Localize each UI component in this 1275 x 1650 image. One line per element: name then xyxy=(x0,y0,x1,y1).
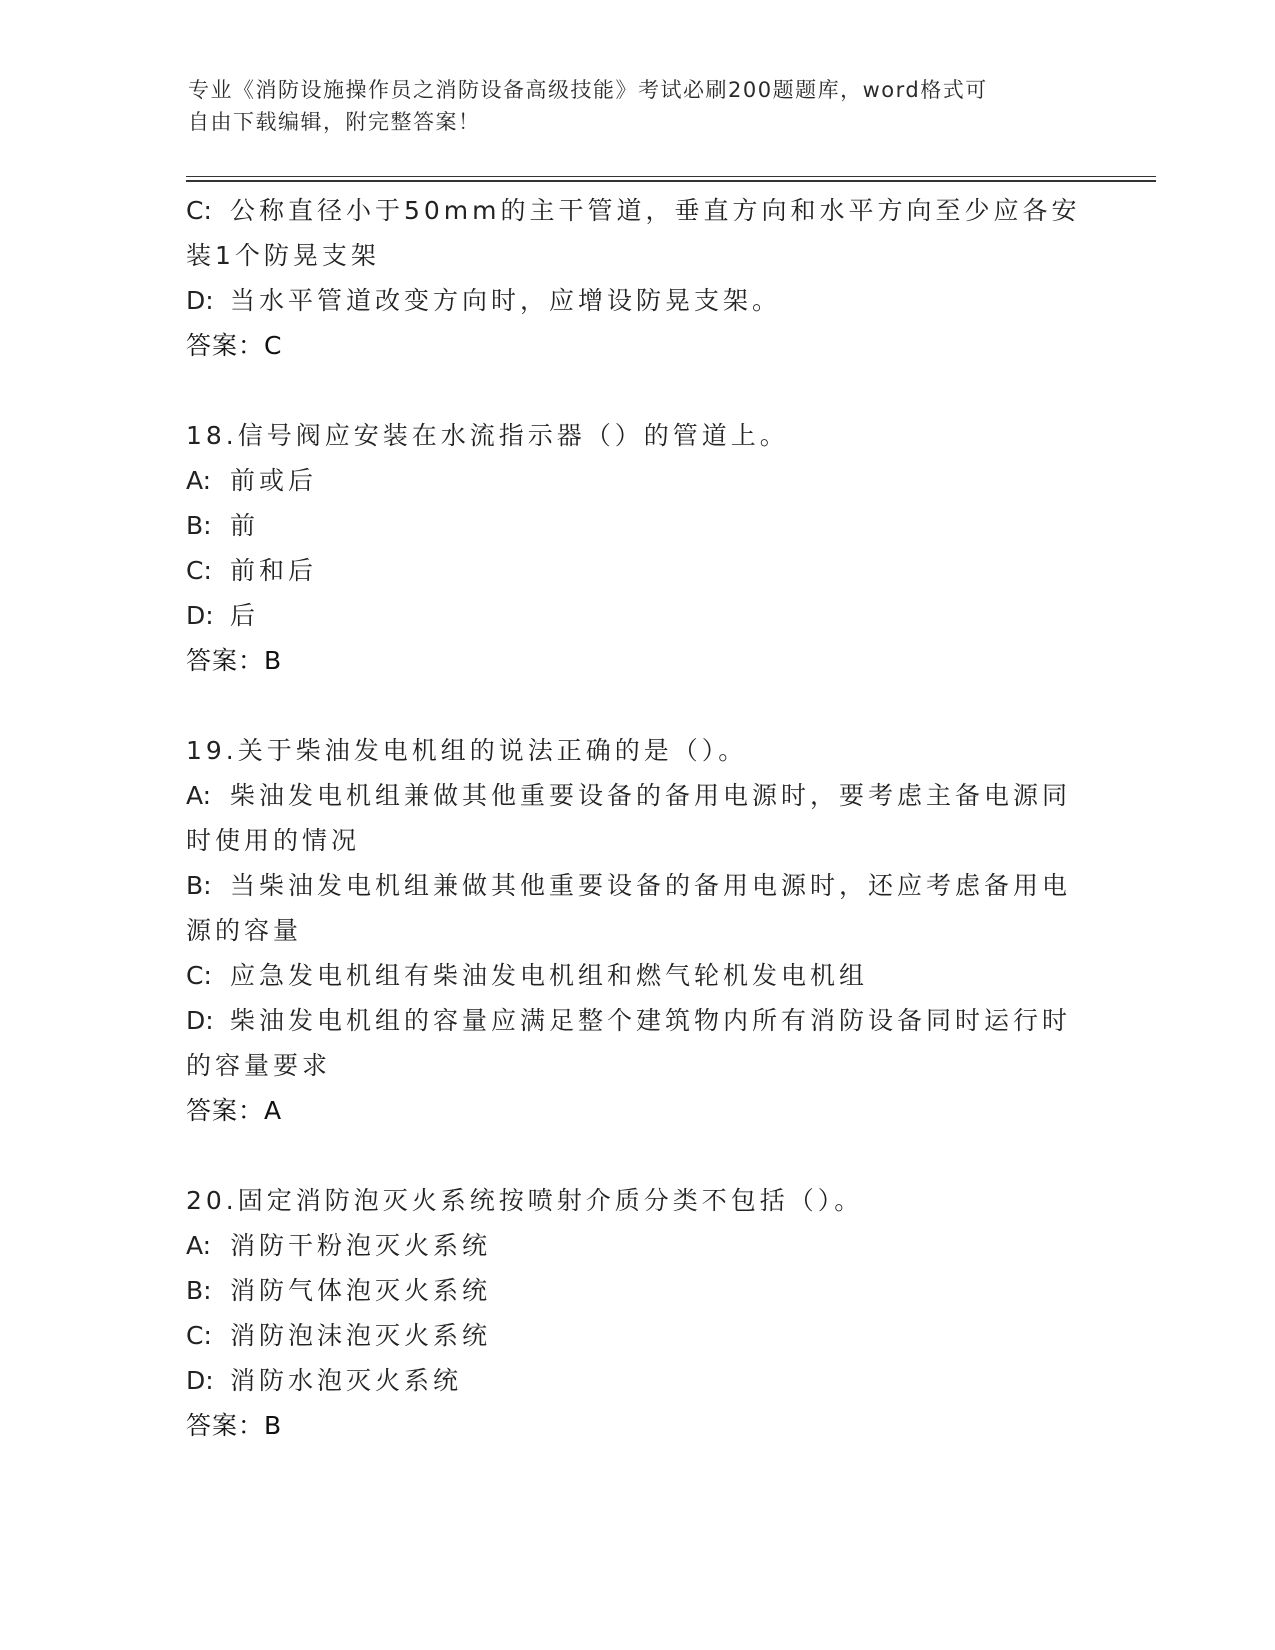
option-label: D: xyxy=(186,601,214,630)
option-label: A: xyxy=(186,781,212,810)
option-text: 柴油发电机组的容量应满足整个建筑物内所有消防设备同时运行时的容量要求 xyxy=(186,1006,1072,1080)
question-continued xyxy=(186,188,1086,368)
option-text: 前 xyxy=(230,511,260,540)
header-rule-thin xyxy=(186,176,1156,177)
answer-line xyxy=(186,1403,1086,1448)
option-text: 公称直径小于50mm的主干管道，垂直方向和水平方向至少应各安装1个防晃支架 xyxy=(186,196,1081,270)
option-c xyxy=(186,953,1086,998)
option-text: 后 xyxy=(230,601,260,630)
option-text: 应急发电机组有柴油发电机组和燃气轮机发电机组 xyxy=(230,961,869,990)
option-text: 当水平管道改变方向时，应增设防晃支架。 xyxy=(230,286,782,315)
answer-label: 答案： xyxy=(186,646,265,675)
question-stem: 18.信号阀应安装在水流指示器（）的管道上。 xyxy=(186,421,789,450)
option-c xyxy=(186,548,1086,593)
option-b xyxy=(186,1268,1086,1313)
option-a xyxy=(186,1223,1086,1268)
option-text: 当柴油发电机组兼做其他重要设备的备用电源时，还应考虑备用电源的容量 xyxy=(186,871,1072,945)
option-label: C: xyxy=(186,961,212,990)
question-19 xyxy=(186,728,1086,1133)
option-label: D: xyxy=(186,1366,214,1395)
option-a xyxy=(186,773,1086,863)
answer-value: B xyxy=(264,646,282,675)
option-text: 前和后 xyxy=(230,556,318,585)
document-header xyxy=(188,74,1068,138)
answer-line xyxy=(186,323,1086,368)
option-label: C: xyxy=(186,1321,212,1350)
answer-value: A xyxy=(264,1096,282,1125)
header-line-1: 专业《消防设施操作员之消防设备高级技能》考试必刷200题题库，word格式可 xyxy=(188,78,988,102)
option-text: 消防水泡灭火系统 xyxy=(230,1366,463,1395)
option-d xyxy=(186,998,1086,1088)
option-text: 柴油发电机组兼做其他重要设备的备用电源时，要考虑主备电源同时使用的情况 xyxy=(186,781,1072,855)
question-stem: 20.固定消防泡灭火系统按喷射介质分类不包括（）。 xyxy=(186,1186,864,1215)
answer-value: B xyxy=(264,1411,282,1440)
answer-label: 答案： xyxy=(186,1411,265,1440)
option-text: 消防干粉泡灭火系统 xyxy=(230,1231,492,1260)
option-label: C: xyxy=(186,196,212,225)
option-c xyxy=(186,1313,1086,1358)
option-label: A: xyxy=(186,1231,212,1260)
option-label: C: xyxy=(186,556,212,585)
header-rule-thick xyxy=(186,180,1156,182)
option-label: B: xyxy=(186,1276,212,1305)
answer-label: 答案： xyxy=(186,331,265,360)
answer-label: 答案： xyxy=(186,1096,265,1125)
option-c xyxy=(186,188,1086,278)
option-text: 前或后 xyxy=(230,466,318,495)
header-line-2: 自由下载编辑，附完整答案！ xyxy=(188,110,481,134)
option-label: B: xyxy=(186,511,212,540)
document-body xyxy=(186,188,1086,1493)
option-d xyxy=(186,593,1086,638)
option-label: A: xyxy=(186,466,212,495)
option-d xyxy=(186,1358,1086,1403)
answer-line xyxy=(186,1088,1086,1133)
answer-line xyxy=(186,638,1086,683)
answer-value: C xyxy=(264,331,282,360)
option-b xyxy=(186,863,1086,953)
option-text: 消防气体泡灭火系统 xyxy=(230,1276,492,1305)
question-stem: 19.关于柴油发电机组的说法正确的是（）。 xyxy=(186,736,748,765)
option-label: D: xyxy=(186,286,214,315)
option-b xyxy=(186,503,1086,548)
option-label: D: xyxy=(186,1006,214,1035)
option-label: B: xyxy=(186,871,212,900)
question-18 xyxy=(186,413,1086,683)
question-20 xyxy=(186,1178,1086,1448)
option-d xyxy=(186,278,1086,323)
option-text: 消防泡沫泡灭火系统 xyxy=(230,1321,492,1350)
option-a xyxy=(186,458,1086,503)
